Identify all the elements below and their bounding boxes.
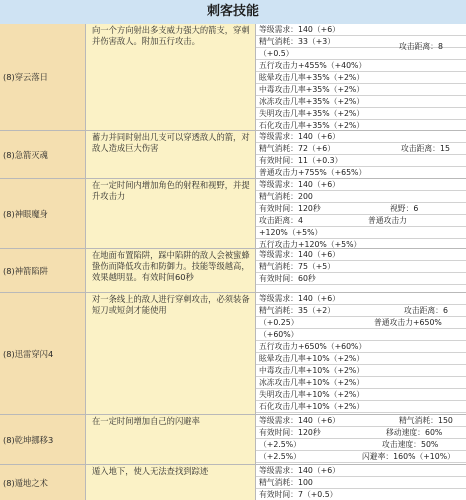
stat-side: 攻击速度：50%	[382, 440, 439, 449]
skill-name: (8)遁地之术	[0, 465, 86, 500]
stat-line: 中毒攻击几率+35%（+2%）	[256, 84, 466, 96]
skill-stats	[256, 179, 466, 248]
table-row	[0, 131, 466, 179]
stat-side: 移动速度：60%	[386, 428, 443, 437]
skill-name: (8)迅雷穿闪4	[0, 293, 86, 414]
skill-name: (8)乾坤挪移3	[0, 415, 86, 464]
stat-line: 精气消耗：35（+2）	[256, 305, 466, 317]
skill-name: (8)神箭陷阱	[0, 249, 86, 292]
stat-line: 精气消耗：72（+6）	[256, 143, 466, 155]
stat-line: 眩晕攻击几率+10%（+2%）	[256, 353, 466, 365]
skill-name: (8)穿云落日	[0, 24, 86, 130]
skill-stats	[256, 293, 466, 414]
stat-line: +120%（+5%）	[256, 227, 466, 239]
skill-stats	[256, 415, 466, 464]
skill-stats	[256, 24, 466, 130]
stat-line: 等级需求：140（+6）	[256, 24, 466, 36]
stat-line: 冰冻攻击几率+35%（+2%）	[256, 96, 466, 108]
table-row	[0, 24, 466, 131]
skill-stats	[256, 249, 466, 292]
stat-line: 五行攻击力+455%（+40%）	[256, 60, 466, 72]
skill-description: 在一定时间增加自己的闪避率	[86, 415, 256, 464]
stat-line: 等级需求：140（+6）	[256, 131, 466, 143]
table-row	[0, 249, 466, 293]
skill-description: 在一定时间内增加角色的射程和视野，并提升攻击力	[86, 179, 256, 248]
stat-line: 有效时间：120秒	[256, 427, 466, 439]
stat-line: 五行攻击力+650%（+60%）	[256, 341, 466, 353]
stat-line: 普通攻击力+755%（+65%）	[256, 167, 466, 178]
stat-line: 眩晕攻击几率+35%（+2%）	[256, 72, 466, 84]
stat-line: 等级需求：140（+6）	[256, 249, 466, 261]
stat-side: 攻击距离：8	[399, 42, 443, 51]
skill-stats	[256, 465, 466, 500]
skill-stats	[256, 131, 466, 178]
skill-description: 向一个方向射出多支威力强大的箭支，穿刺并伤害敌人。附加五行攻击。	[86, 24, 256, 130]
stat-line: 中毒攻击几率+10%（+2%）	[256, 365, 466, 377]
stat-line: 等级需求：140（+6）	[256, 465, 466, 477]
stat-line: 等级需求：140（+6）	[256, 179, 466, 191]
stat-side: 攻击距离：15	[401, 144, 450, 153]
stat-side: 攻击距离：6	[404, 306, 448, 315]
stat-line: 精气消耗：100	[256, 477, 466, 489]
stat-line: 冰冻攻击几率+10%（+2%）	[256, 377, 466, 389]
stat-line: 等级需求：140（+6）	[256, 293, 466, 305]
table-title: 刺客技能	[0, 0, 466, 25]
skill-description: 蓄力并同时射出几支可以穿透敌人的箭，对敌人造成巨大伤害	[86, 131, 256, 178]
stat-line: （+0.25）	[256, 317, 466, 329]
table-row	[0, 179, 466, 249]
skill-name: (8)急箭灭魂	[0, 131, 86, 178]
stat-line: 精气消耗：200	[256, 191, 466, 203]
stat-line: （+2.5%）	[256, 439, 466, 451]
stat-line: 石化攻击几率+10%（+2%）	[256, 401, 466, 413]
table-row	[0, 465, 466, 500]
stat-line: 精气消耗：75（+5）	[256, 261, 466, 273]
stat-line: 石化攻击几率+35%（+2%）	[256, 120, 466, 130]
stat-line: 有效时间：11（+0.3）	[256, 155, 466, 167]
stat-line: 有效时间：120秒	[256, 203, 466, 215]
stat-line: 有效时间：7（+0.5）	[256, 489, 466, 500]
skill-description: 对一条线上的敌人进行穿刺攻击，必须装备短刀或短剑才能使用	[86, 293, 256, 414]
stat-side: 精气消耗：150	[399, 416, 453, 425]
stat-line: 有效时间：60秒	[256, 273, 466, 285]
skill-name: (8)神眼魔身	[0, 179, 86, 248]
stat-line: （+0.5）	[256, 48, 466, 60]
stat-side: 视野：6	[390, 204, 419, 213]
stat-side: 闪避率：160%（+10%）	[362, 452, 455, 461]
stat-line: 失明攻击几率+35%（+2%）	[256, 108, 466, 120]
table-row	[0, 415, 466, 465]
skill-description: 在地面布置陷阱，踩中陷阱的敌人会被蜜蜂蛰伤而降低攻击和防御力。技能等级越高，效果越明显。有效时间60秒	[86, 249, 256, 292]
skill-description: 遁入地下，使人无法查找到踪迹	[86, 465, 256, 500]
stat-line: （+60%）	[256, 329, 466, 341]
stat-line: 攻击距离：4	[256, 215, 466, 227]
stat-line: 失明攻击几率+10%（+2%）	[256, 389, 466, 401]
table-row	[0, 293, 466, 415]
stat-line: 五行攻击力+120%（+5%）	[256, 239, 466, 248]
stat-line: 精气消耗：33（+3）	[256, 36, 466, 48]
stat-side: 普通攻击力	[368, 216, 407, 225]
stat-side: 普通攻击力+650%	[374, 318, 442, 327]
stat-line: （+2.5%）	[256, 451, 466, 463]
stat-line: 等级需求：140（+6）	[256, 415, 466, 427]
